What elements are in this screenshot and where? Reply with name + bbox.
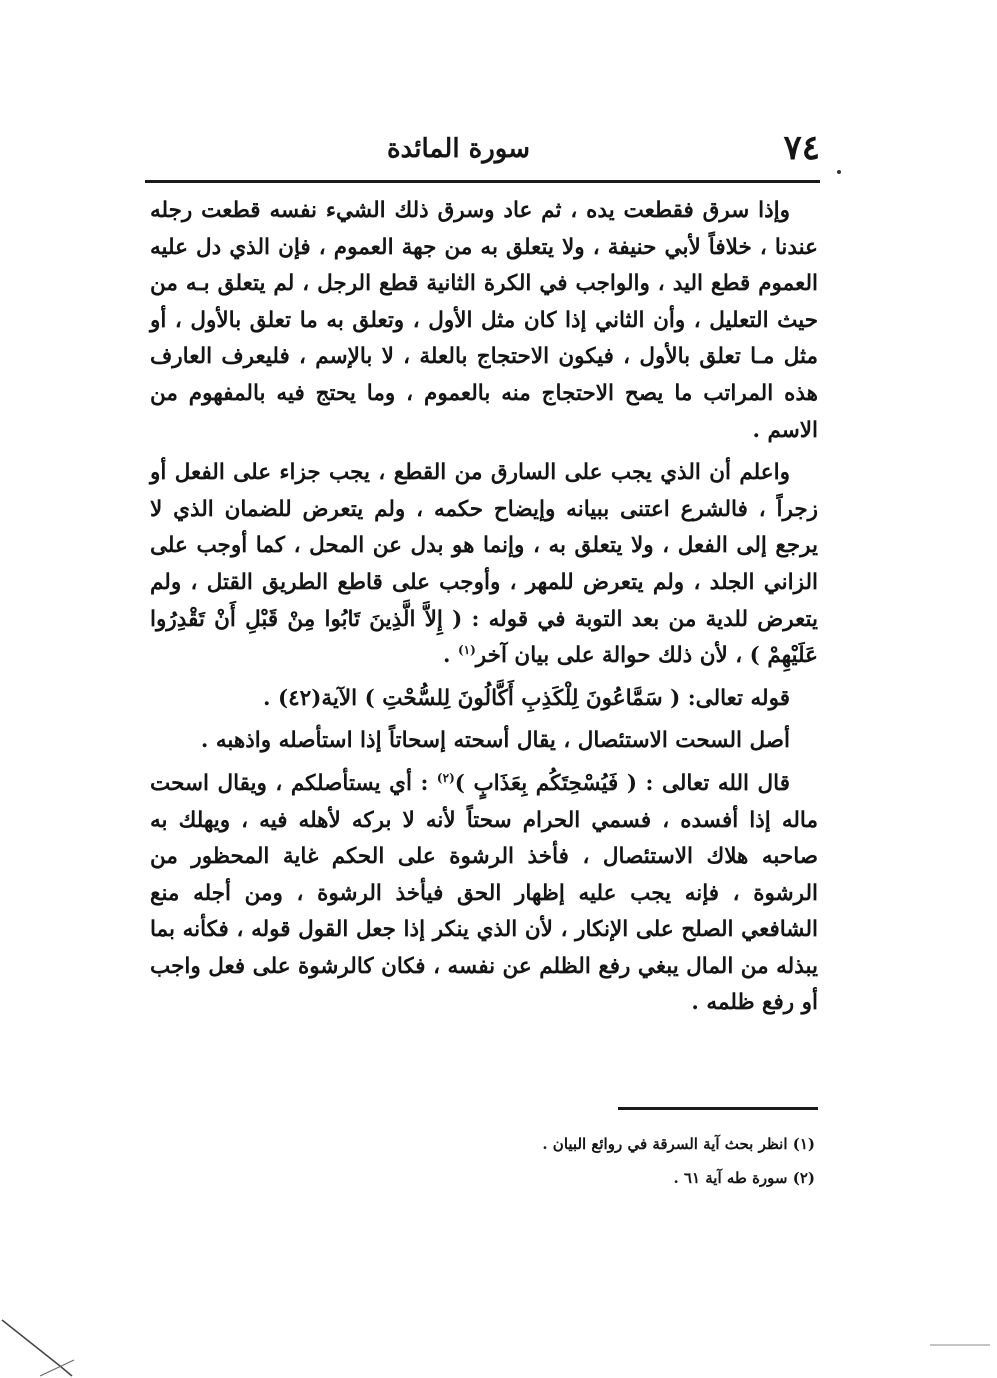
surah-title: سورة المائدة <box>386 134 530 164</box>
paragraph-punishment: واعلم أن الذي يجب على السارق من القطع ، يجب جزاء على الفعل أو زجراً ، فالشرع اعتنى ببيانه وإيضاح حكمه ، ولم يتعرض للضمان الذي لا يرجع إلى الفعل ، ولا يتعلق به ، وإنما هو بدل عن المحل ، كما أوجب على الزاني الجلد ، ولم يتعرض للمهر ، وأوجب على قاطع الطريق القتل ، ولم يتعرض للدية من بعد التوبة في قوله : ( إِلاَّ الَّذِينَ تَابُوا مِنْ قَبْلِ أَنْ تَقْدِرُوا عَلَيْهِمْ ) ، لأن ذلك حوالة على بيان آخر$^{(١)}$ . <box>150 460 818 669</box>
header-rule <box>145 180 820 183</box>
body-text <box>150 193 818 1022</box>
paragraph-suht-origin: أصل السحت الاستئصال ، يقال أسحته إسحاتاً إذا استأصله واذهبه . <box>200 728 790 754</box>
paragraph-theft-ruling: وإذا سرق فقطعت يده ، ثم عاد وسرق ذلك الشيء نفسه قطعت رجله عندنا ، خلافاً لأبي حنيفة ، ولا يتعلق به من جهة العموم ، فإن الذي دل عليه العموم قطع اليد ، والواجب في الكرة الثانية قطع الرجل ، لم يتعلق بـه من حيث التعليل ، وأن الثاني إذا كان مثل الأول ، وتعلق به ما تعلق بالأول ، أو مثل مـا تعلق بالأول ، فيكون الاحتجاج بالعلة ، لا بالإسم ، فليعرف العارف هذه المراتب ما يصح الاحتجاج منه بالعموم ، وما يحتج فيه بالمفهوم من الاسم . <box>150 198 818 443</box>
scan-speck <box>837 170 841 174</box>
paragraph-suht-explanation: : أي يستأصلكم ، ويقال اسحت ماله إذا أفسده ، فسمي الحرام سحتاً لأنه لا بركه لأهله فيه ، ويهلك به صاحبه هلاك الاستئصال ، فأخذ الرشوة على الحكم غاية المحظور من الرشوة ، فإنه يجب عليه إظهار الحق فيأخذ الرشوة ، ومن أجله منع الشافعي الصلح على الإنكار ، لأن الذي ينكر إذا جعل القول قوله ، فكأنه بما يبذله من المال يبغي رفع الظلم عن نفسه ، فكان كالرشوة على فعل واجب أو رفع ظلمه . <box>150 770 818 1016</box>
paragraph-suht-meaning <box>150 766 818 1022</box>
scan-artifact-edge <box>930 1340 990 1350</box>
footnote-ref-2: (٢) <box>436 770 455 785</box>
page-number: ٧٤ <box>783 128 820 168</box>
scan-artifact <box>0 1318 80 1378</box>
footnotes <box>300 1127 815 1195</box>
page-header <box>145 128 820 178</box>
footnote-ref-1: (١) <box>457 642 476 657</box>
footnote-rule <box>618 1107 818 1110</box>
footnote-2: (٢) سورة طه آية ٦١ . <box>673 1169 815 1187</box>
paragraph-verse-taha: قال الله تعالى : ( فَيُسْحِتَكُم بِعَذَابٍ ) <box>454 770 790 796</box>
paragraph-verse-42: قوله تعالى: ( سَمَّاعُونَ لِلْكَذِبِ أَكَّالُونَ لِلسُّحْتِ ) الآية(٤٢) . <box>262 685 790 711</box>
footnote-1: (١) انظر بحث آية السرقة في روائع البيان . <box>542 1135 815 1153</box>
paragraph-punishment-text: واعلم أن الذي يجب على السارق من القطع ، يجب جزاء على الفعل أو زجراً ، فالشرع اعتنى ببيانه وإيضاح حكمه ، ولم يتعرض للضمان الذي لا يرجع إلى الفعل ، ولا يتعلق به ، وإنما هو بدل عن المحل ، كما أوجب على الزاني الجلد ، ولم يتعرض للمهر ، وأوجب على قاطع الطريق القتل ، ولم يتعرض للدية من بعد التوبة في قوله : ( إِلاَّ الَّذِينَ تَابُوا مِنْ قَبْلِ أَنْ تَقْدِرُوا عَلَيْهِمْ ) ، لأن ذلك حوالة على بيان آخر <box>150 460 818 669</box>
